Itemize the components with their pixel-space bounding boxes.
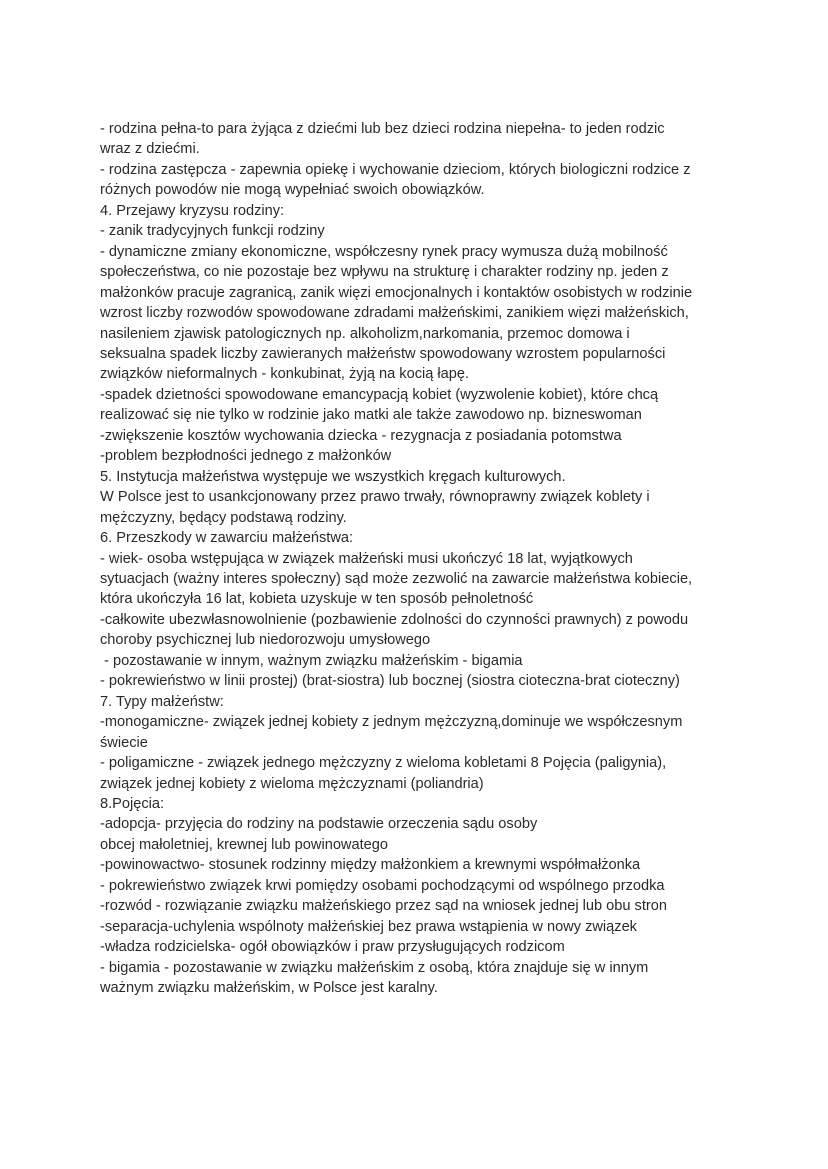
- text-line: -władza rodzicielska- ogół obowiązków i praw przysługujących rodzicom: [100, 939, 565, 956]
- text-line: choroby psychicznej lub niedorozwoju umysłowego: [100, 632, 431, 649]
- text-line: - pokrewieństwo w linii prostej) (brat-siostra) lub bocznej (siostra cioteczna-brat cioteczny): [100, 673, 680, 690]
- text-line: - dynamiczne zmiany ekonomiczne, współczesny rynek pracy wymusza dużą mobilność: [100, 243, 668, 260]
- text-line: nasileniem zjawisk patologicznych np. alkoholizm,narkomania, przemoc domowa i: [100, 325, 630, 342]
- text-line: - pozostawanie w innym, ważnym związku małżeńskim - bigamia: [100, 652, 523, 669]
- text-line: 7. Typy małżeństw:: [100, 693, 224, 710]
- text-line: -rozwód - rozwiązanie związku małżeńskiego przez sąd na wniosek jednej lub obu stron: [100, 898, 668, 915]
- text-line: - rodzina pełna-to para żyjąca z dziećmi lub bez dzieci rodzina niepełna- to jeden rodzic: [100, 121, 665, 137]
- text-line: 6. Przeszkody w zawarciu małżeństwa:: [100, 530, 354, 547]
- text-line: która ukończyła 16 lat, kobieta uzyskuje w ten sposób pełnoletność: [100, 591, 534, 608]
- text-line: różnych powodów nie mogą wypełniać swoich obowiązków.: [100, 182, 485, 199]
- text-line: - pokrewieństwo związek krwi pomiędzy osobami pochodzącymi od wspólnego przodka: [100, 877, 665, 894]
- text-line: - wiek- osoba wstępująca w związek małżeński musi ukończyć 18 lat, wyjątkowych: [100, 550, 633, 567]
- text-line: 5. Instytucja małżeństwa występuje we wszystkich kręgach kulturowych.: [100, 468, 566, 485]
- text-line: wraz z dziećmi.: [100, 141, 200, 158]
- text-line: -monogamiczne- związek jednej kobiety z jednym mężczyzną,dominuje we współczesnym: [100, 714, 683, 731]
- document-body: [100, 119, 740, 998]
- text-line: - rodzina zastępcza - zapewnia opiekę i wychowanie dzieciom, których biologiczni rodzice z: [100, 161, 691, 178]
- text-line: -problem bezpłodności jednego z małżonków: [100, 448, 392, 465]
- text-line: świecie: [100, 734, 148, 751]
- text-line: -powinowactwo- stosunek rodzinny między małżonkiem a krewnymi współmałżonka: [100, 857, 641, 874]
- text-line: -spadek dzietności spowodowane emancypacją kobiet (wyzwolenie kobiet), które chcą: [100, 386, 659, 403]
- text-line: -separacja-uchylenia wspólnoty małżeńskiej bez prawa wstąpienia w nowy związek: [100, 918, 637, 935]
- text-line: sytuacjach (ważny interes społeczny) sąd może zezwolić na zawarcie małżeństwa kobiecie,: [100, 570, 693, 587]
- text-line: obcej małoletniej, krewnej lub powinowatego: [100, 836, 388, 853]
- text-line: seksualna spadek liczby zawieranych małżeństw spowodowany wzrostem popularności: [100, 345, 666, 362]
- text-line: -adopcja- przyjęcia do rodziny na podstawie orzeczenia sądu osoby: [100, 816, 538, 833]
- text-line: ważnym związku małżeńskim, w Polsce jest karalny.: [100, 980, 438, 997]
- text-line: społeczeństwa, co nie pozostaje bez wpływu na strukturę i charakter rodziny np. jeden z: [100, 264, 669, 281]
- text-line: mężczyzny, będący podstawą rodziny.: [100, 509, 347, 526]
- text-line: - poligamiczne - związek jednego mężczyzny z wieloma kobletami 8 Pojęcia (paligynia),: [100, 755, 667, 772]
- text-line: małżonków pracuje zagranicą, zanik więzi emocjonalnych i kontaktów osobistych w rodzinie: [100, 284, 693, 301]
- text-line: wzrost liczby rozwodów spowodowane zdradami małżeńskimi, zanikiem więzi małżeńskich,: [100, 305, 689, 322]
- text-line: -całkowite ubezwłasnowolnienie (pozbawienie zdolności do czynności prawnych) z powodu: [100, 611, 689, 628]
- text-line: związek jednej kobiety z wieloma mężczyznami (poliandria): [100, 775, 484, 792]
- text-line: 8.Pojęcia:: [100, 795, 165, 812]
- text-line: realizować się nie tylko w rodzinie jako matki ale także zawodowo np. bizneswoman: [100, 407, 642, 424]
- text-line: 4. Przejawy kryzysu rodziny:: [100, 202, 285, 219]
- text-line: - zanik tradycyjnych funkcji rodziny: [100, 223, 325, 240]
- text-line: -zwiększenie kosztów wychowania dziecka - rezygnacja z posiadania potomstwa: [100, 427, 622, 444]
- text-line: W Polsce jest to usankcjonowany przez prawo trwały, równoprawny związek koblety i: [100, 489, 650, 506]
- text-line: związków nieformalnych - konkubinat, żyją na kocią łapę.: [100, 366, 470, 383]
- text-line: - bigamia - pozostawanie w związku małżeńskim z osobą, która znajduje się w innym: [100, 959, 649, 976]
